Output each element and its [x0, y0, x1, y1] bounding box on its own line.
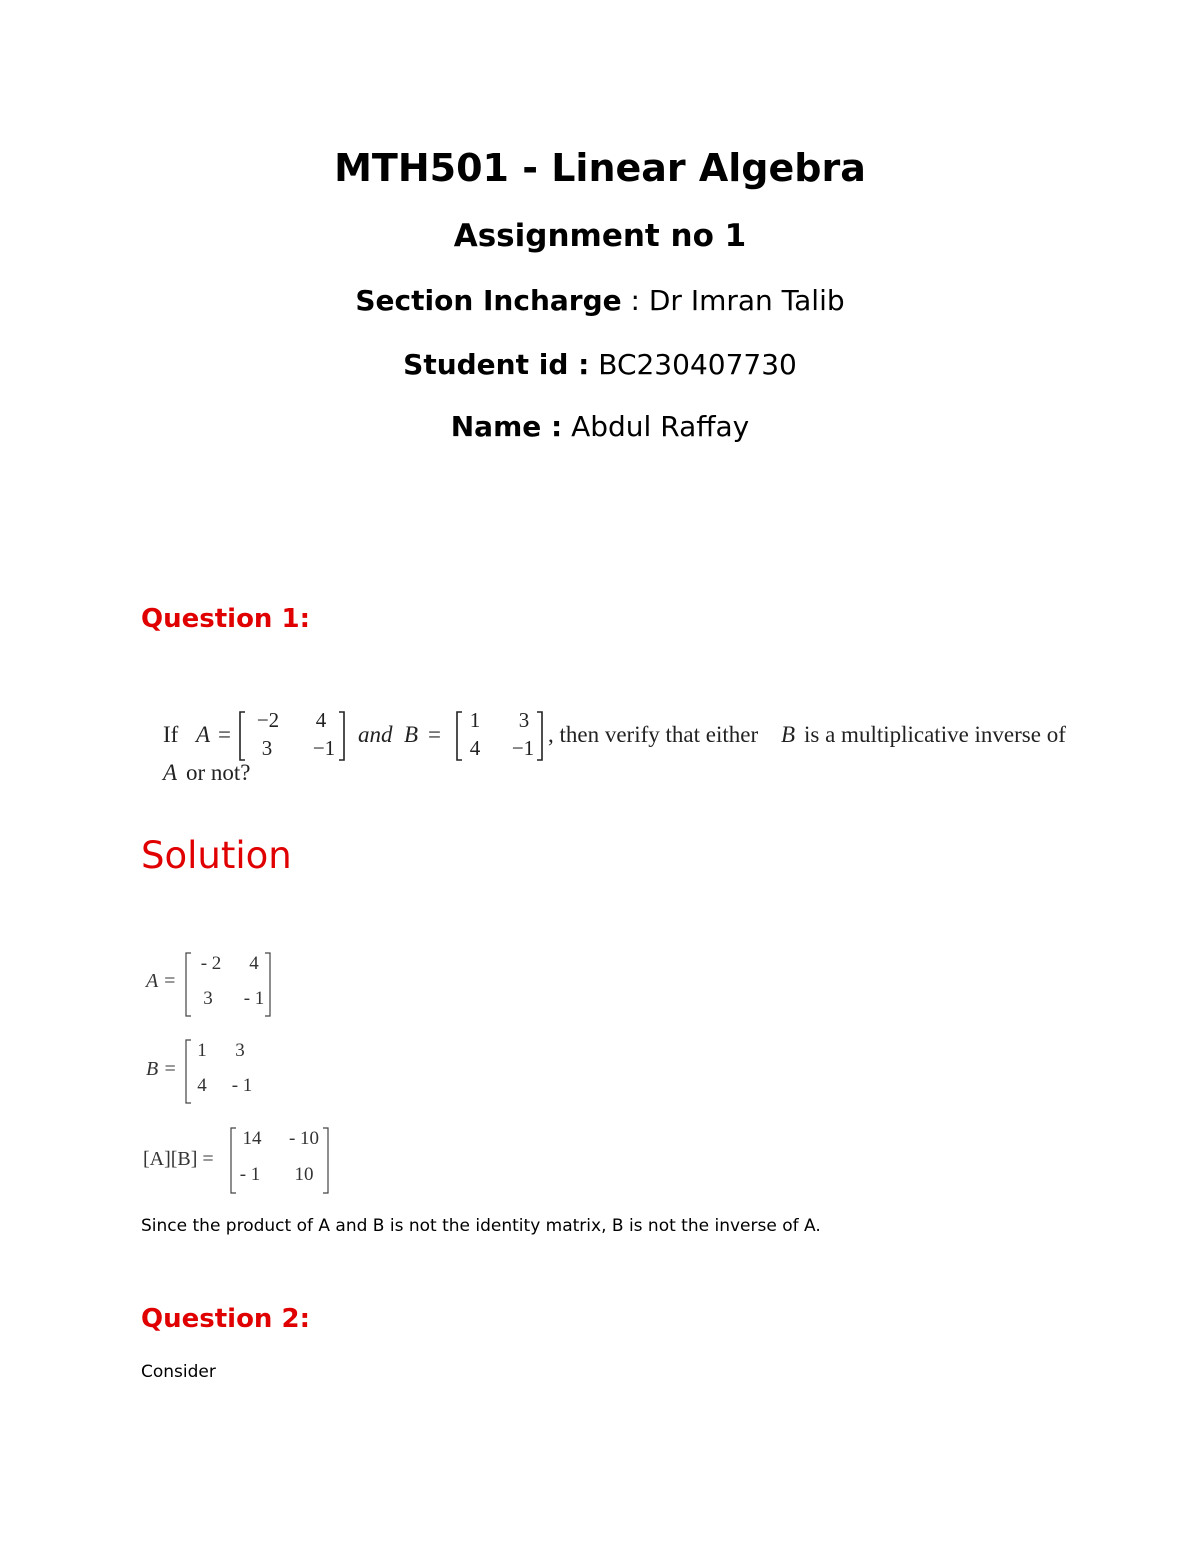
q1-a-symbol-2: A	[163, 760, 178, 785]
q1-matrix-b-cell: 4	[469, 736, 481, 760]
student-id-line	[0, 348, 1200, 381]
q1-a-symbol: A	[196, 722, 211, 747]
solution-matrix-a-cell: 4	[249, 953, 259, 974]
q1-matrix-a-cell: 3	[261, 736, 273, 760]
student-id-label: Student id :	[403, 348, 590, 381]
q1-end-text: or not?	[186, 760, 251, 785]
solution-matrix-a-cell: - 2	[200, 953, 222, 974]
solution-matrix-b-cell: 4	[197, 1075, 207, 1096]
q1-after-b: , then verify that either	[548, 722, 759, 747]
solution-matrix-a-label: A =	[146, 970, 177, 992]
solution-matrix-a-cell: - 1	[243, 988, 265, 1009]
q1-equals: =	[218, 722, 231, 747]
solution-matrix-b-cell: 1	[197, 1040, 207, 1061]
document-title: MTH501 - Linear Algebra	[334, 146, 866, 190]
solution-product-cell: 14	[242, 1128, 262, 1149]
q1-equals-2: =	[428, 722, 441, 747]
q1-matrix-a-cell: 4	[315, 708, 327, 732]
q1-matrix-b-cell: −1	[511, 736, 535, 760]
solution-matrix-b-label: B =	[146, 1058, 177, 1080]
q1-matrix-b-cell: 1	[469, 708, 481, 732]
q1-if-word: If	[163, 722, 179, 747]
q1-b-symbol: B	[404, 722, 419, 747]
student-name-value: Abdul Raffay	[562, 410, 750, 443]
solution-conclusion: Since the product of A and B is not the identity matrix, B is not the inverse of A.	[141, 1216, 821, 1236]
question-2-heading: Question 2:	[141, 1304, 310, 1334]
solution-matrix-b-cell: - 1	[231, 1075, 253, 1096]
q1-matrix-b-cell: 3	[518, 708, 530, 732]
q1-middle-text: is a multiplicative inverse of	[804, 722, 1066, 747]
solution-product-cell: 10	[294, 1164, 314, 1185]
solution-product-cell: - 10	[288, 1128, 320, 1149]
section-incharge-label: Section Incharge	[355, 284, 622, 317]
student-name-line	[0, 410, 1200, 443]
student-name-label: Name :	[450, 410, 563, 443]
solution-product-label: [A][B] =	[143, 1148, 214, 1170]
solution-matrix-a-cell: 3	[203, 988, 213, 1009]
q1-and-word: and	[358, 722, 393, 747]
solution-matrix-b-cell: 3	[235, 1040, 245, 1061]
section-incharge-line	[0, 284, 1200, 317]
student-id-value: BC230407730	[589, 348, 797, 381]
solution-heading: Solution	[141, 834, 292, 877]
section-incharge-separator: :	[621, 284, 649, 317]
section-incharge-value: Dr Imran Talib	[648, 284, 845, 317]
solution-product-cell: - 1	[239, 1164, 261, 1185]
q1-matrix-a-cell: −2	[256, 708, 280, 732]
q1-b-symbol-2: B	[781, 722, 796, 747]
question-2-intro: Consider	[141, 1362, 216, 1382]
q1-matrix-a-cell: −1	[312, 736, 336, 760]
question-1-heading: Question 1:	[141, 604, 310, 634]
assignment-title: Assignment no 1	[453, 218, 747, 254]
